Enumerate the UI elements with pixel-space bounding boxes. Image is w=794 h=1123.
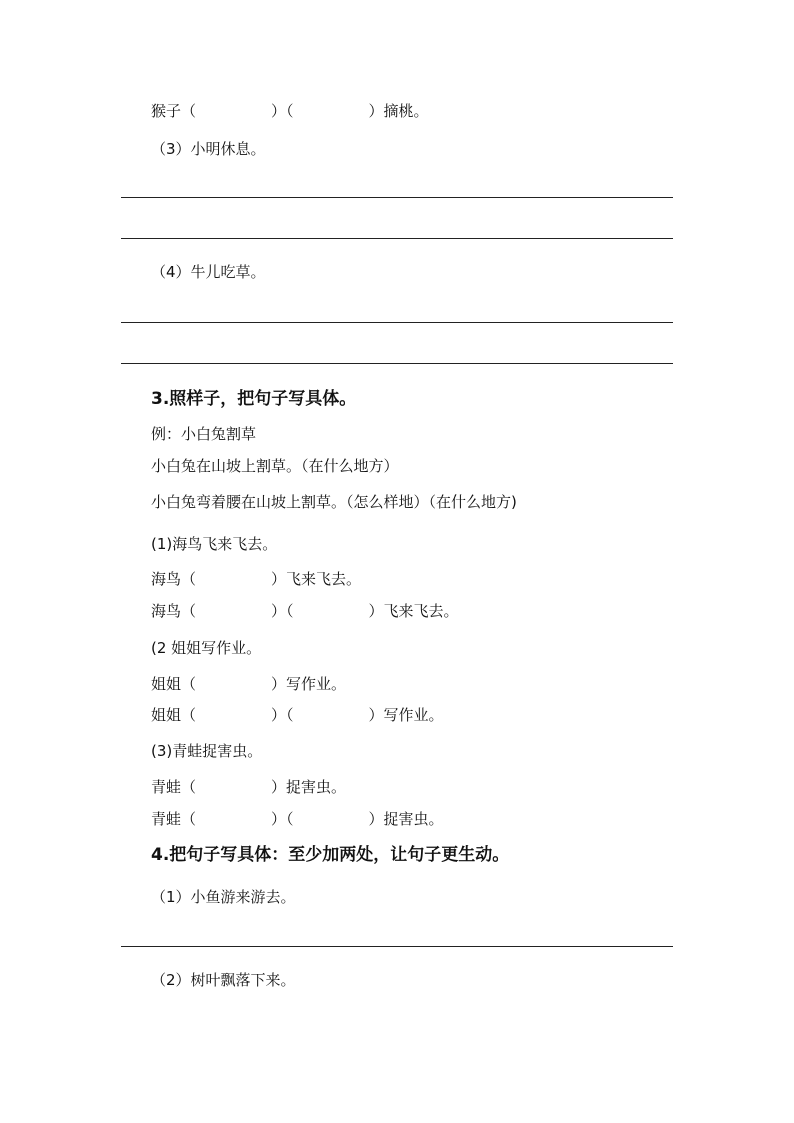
question-2-4: （4）牛儿吃草。 bbox=[151, 263, 266, 281]
section-3-title: 3.照样子，把句子写具体。 bbox=[151, 389, 357, 409]
question-2-3: （3）小明休息。 bbox=[151, 140, 266, 158]
item-fill-one: 青蛙（ ）捉害虫。 bbox=[151, 778, 347, 796]
item-fill-two: 青蛙（ ）（ ）捉害虫。 bbox=[151, 810, 444, 828]
section-4-item-1: （1）小鱼游来游去。 bbox=[151, 888, 296, 906]
example-sentence-1: 小白兔在山坡上割草。（在什么地方） bbox=[151, 457, 399, 475]
answer-rule bbox=[121, 946, 673, 947]
answer-rule bbox=[121, 238, 673, 239]
item-fill-one: 姐姐（ ）写作业。 bbox=[151, 675, 347, 693]
item-fill-one: 海鸟（ ）飞来飞去。 bbox=[151, 570, 362, 588]
answer-rule bbox=[121, 197, 673, 198]
item-prompt: (3)青蛙捉害虫。 bbox=[151, 742, 263, 760]
item-fill-two: 姐姐（ ）（ ）写作业。 bbox=[151, 706, 444, 724]
item-prompt: (1)海鸟飞来飞去。 bbox=[151, 535, 278, 553]
section-4-item-2: （2）树叶飘落下来。 bbox=[151, 971, 296, 989]
example-sentence-2: 小白兔弯着腰在山坡上割草。（怎么样地）（在什么地方) bbox=[151, 493, 517, 511]
answer-rule bbox=[121, 322, 673, 323]
answer-rule bbox=[121, 363, 673, 364]
example-label: 例：小白兔割草 bbox=[151, 425, 257, 443]
item-prompt: (2 姐姐写作业。 bbox=[151, 639, 262, 657]
item-fill-two: 海鸟（ ）（ ）飞来飞去。 bbox=[151, 602, 459, 620]
fill-line-monkey: 猴子（ ）（ ）摘桃。 bbox=[151, 102, 429, 120]
section-4-title: 4.把句子写具体：至少加两处，让句子更生动。 bbox=[151, 845, 510, 865]
